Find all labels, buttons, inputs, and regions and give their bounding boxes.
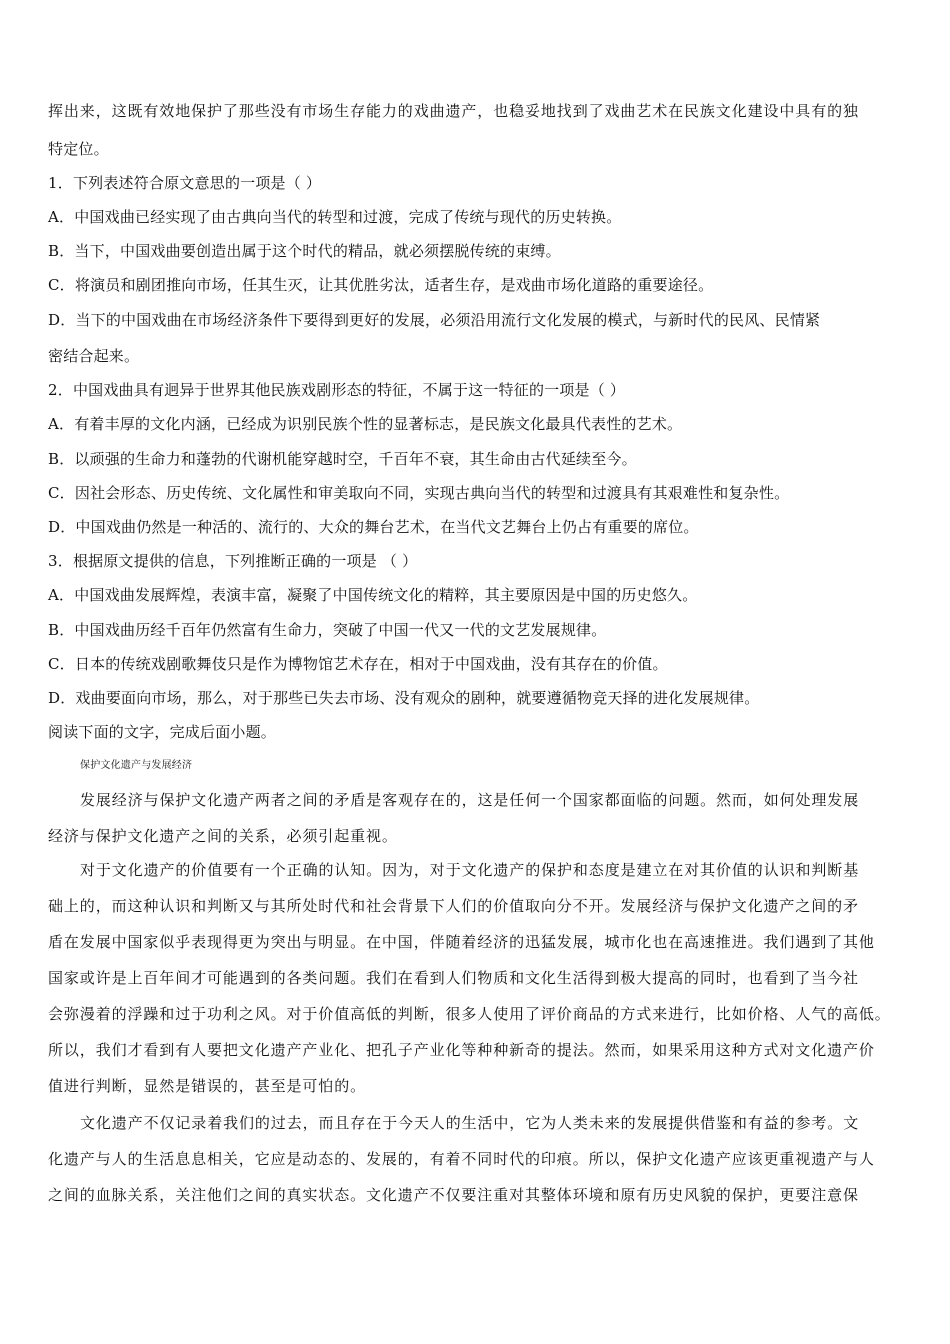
- article-p1-line-2: 经济与保护文化遗产之间的关系，必须引起重视。: [48, 827, 398, 845]
- reading-instruction: 阅读下面的文字，完成后面小题。: [48, 723, 277, 741]
- question-1-option-d-cont: 密结合起来。: [48, 347, 140, 365]
- article-p3-line-1: 文化遗产不仅记录着我们的过去，而且存在于今天人的生活中，它为人类未来的发展提供借鉴和有益的参考。文: [80, 1114, 860, 1132]
- question-3-option-d: D．戏曲要面向市场，那么，对于那些已失去市场、没有观众的剧种，就要遵循物竞天择的进化发展规律。: [48, 689, 760, 707]
- question-1-option-c: C．将演员和剧团推向市场，任其生灭，让其优胜劣汰，适者生存，是戏曲市场化道路的重要途径。: [48, 276, 714, 294]
- question-1-stem: 1．下列表述符合原文意思的一项是（ ）: [48, 174, 322, 192]
- article-p2-line-1: 对于文化遗产的价值要有一个正确的认知。因为，对于文化遗产的保护和态度是建立在对其价值的认识和判断基: [80, 861, 860, 879]
- intro-line-1: 挥出来，这既有效地保护了那些没有市场生存能力的戏曲遗产，也稳妥地找到了戏曲艺术在民族文化建设中具有的独: [48, 102, 859, 120]
- question-1-option-b: B．当下，中国戏曲要创造出属于这个时代的精品，就必须摆脱传统的束缚。: [48, 242, 561, 260]
- article-p1-line-1: 发展经济与保护文化遗产两者之间的矛盾是客观存在的，这是任何一个国家都面临的问题。然而，如何处理发展: [80, 791, 860, 809]
- question-3-option-c: C．日本的传统戏剧歌舞伎只是作为博物馆艺术存在，相对于中国戏曲，没有其存在的价值。: [48, 655, 668, 673]
- question-1-option-d: D．当下的中国戏曲在市场经济条件下要得到更好的发展，必须沿用流行文化发展的模式，与新时代的民风、民情紧: [48, 311, 821, 329]
- article-title: 保护文化遗产与发展经济: [80, 760, 193, 771]
- article-p3-line-2: 化遗产与人的生活息息相关，它应是动态的、发展的，有着不同时代的印痕。所以，保护文化遗产应该更重视遗产与人: [48, 1150, 875, 1168]
- question-2-option-c: C．因社会形态、历史传统、文化属性和审美取向不同，实现古典向当代的转型和过渡具有其艰难性和复杂性。: [48, 484, 790, 502]
- question-3-option-b: B．中国戏曲历经千百年仍然富有生命力，突破了中国一代又一代的文艺发展规律。: [48, 621, 607, 639]
- question-2-stem: 2．中国戏曲具有迥异于世界其他民族戏剧形态的特征，不属于这一特征的一项是（ ）: [48, 381, 626, 399]
- article-p2-line-2: 础上的，而这种认识和判断又与其所处时代和社会背景下人们的价值取向分不开。发展经济与保护文化遗产之间的矛: [48, 897, 859, 915]
- question-2-option-b: B．以顽强的生命力和蓬勃的代谢机能穿越时空，千百年不衰，其生命由古代延续至今。: [48, 450, 637, 468]
- article-p2-line-4: 国家或许是上百年间才可能遇到的各类问题。我们在看到人们物质和文化生活得到极大提高的同时，也看到了当今社: [48, 969, 859, 987]
- article-p2-line-5: 会弥漫着的浮躁和过于功利之风。对于价值高低的判断，很多人使用了评价商品的方式来进行，比如价格、人气的高低。: [48, 1005, 891, 1023]
- article-p3-line-3: 之间的血脉关系，关注他们之间的真实状态。文化遗产不仅要注重对其整体环境和原有历史风貌的保护，更要注意保: [48, 1186, 859, 1204]
- article-p2-line-7: 值进行判断，显然是错误的，甚至是可怕的。: [48, 1077, 367, 1095]
- question-3-option-a: A．中国戏曲发展辉煌，表演丰富，凝聚了中国传统文化的精粹，其主要原因是中国的历史悠久。: [48, 586, 698, 604]
- intro-line-2: 特定位。: [48, 140, 109, 158]
- question-3-stem: 3．根据原文提供的信息，下列推断正确的一项是 （ ）: [48, 552, 418, 570]
- question-2-option-d: D．中国戏曲仍然是一种活的、流行的、大众的舞台艺术，在当代文艺舞台上仍占有重要的席位。: [48, 518, 699, 536]
- question-1-option-a: A．中国戏曲已经实现了由古典向当代的转型和过渡，完成了传统与现代的历史转换。: [48, 208, 622, 226]
- article-p2-line-6: 所以，我们才看到有人要把文化遗产产业化、把孔子产业化等种种新奇的提法。然而，如果采用这种方式对文化遗产价: [48, 1041, 875, 1059]
- article-p2-line-3: 盾在发展中国家似乎表现得更为突出与明显。在中国，伴随着经济的迅猛发展，城市化也在高速推进。我们遇到了其他: [48, 933, 875, 951]
- question-2-option-a: A．有着丰厚的文化内涵，已经成为识别民族个性的显著标志，是民族文化最具代表性的艺术。: [48, 415, 683, 433]
